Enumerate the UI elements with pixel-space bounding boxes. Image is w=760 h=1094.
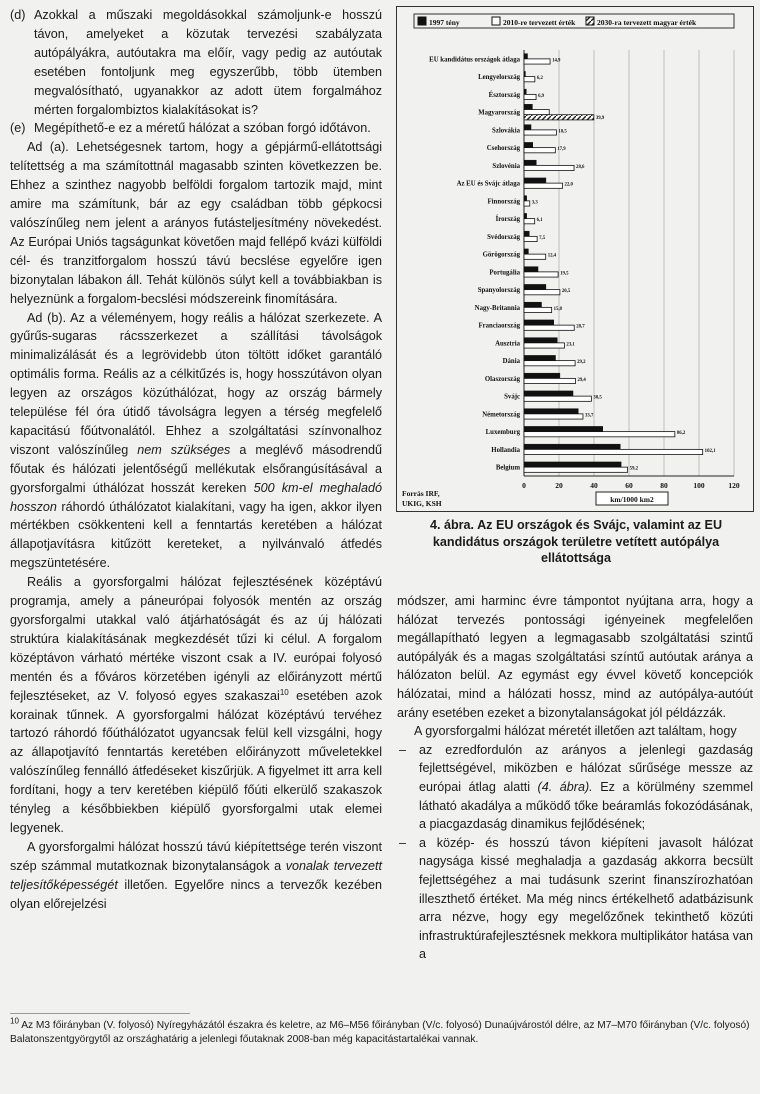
category-label: Dánia [502, 358, 520, 366]
x-tick-label: 40 [590, 481, 598, 490]
paragraph-realis: Reális a gyorsforgalmi hálózat fejlesztésének középtávú programja, amely a páneurópai folyosók mentén az ország gyorsforgalmi utakkal való átjárhatóságát és az új hálózati struktúra kialakításának megkezdését tűzi ki célul. A forgalom középtávon várható mértéke viszont csak a IV. európai folyosó mentén és a főváros körzetében igényli az előirányzott mértű fejlesztéseket, az V. folyosó egyes szakaszai$^{10}$ esetében azok korainak tűnnek. A gyorsforgalmi hálózat középtávú tervéhez tartozó ráhordó főúthálózatot ugyancsak felül kell vizsgálni, hogy az állapotjavító fenntartás keretében előirányzott műveletekkel valószínűleg fennálló átfedéseket kiszűrjük. A figyelmet itt arra kell fordítani, hogy a terv keretében kiépülő főúti elkerülő szakaszok tényleg a későbbiekben kiépülő gyorsforgalmi utak elemei legyenek. [10, 575, 383, 835]
bar-2010 [524, 290, 560, 295]
footnote [10, 1016, 750, 1047]
bar-1997 [524, 249, 528, 254]
legend-swatch [586, 17, 594, 25]
item-text: Megépíthető-e ez a méretű hálózat a szóban forgó időtávon. [34, 121, 371, 136]
data-label: 23,1 [566, 342, 575, 348]
paragraph-gyorsforgalmi: A gyorsforgalmi hálózat hosszú távú kiépítettsége terén viszont szép számmal mutatkoznak bizonytalanságok a vonalak tervezett teljesítőképességét illetően. Egyelőre nincs a tervezők kezében olyan előrejelzési [10, 839, 382, 911]
bar-2010 [524, 77, 535, 82]
bar-2010 [524, 432, 675, 437]
bar-2010 [524, 396, 591, 401]
bar-1997 [524, 302, 542, 307]
bar-2010 [524, 59, 550, 64]
item-marker: (e) [10, 121, 26, 136]
bar-2010 [524, 94, 536, 99]
data-label: 6,1 [536, 218, 543, 224]
bar-2010 [524, 343, 564, 348]
data-label: 12,4 [547, 253, 557, 259]
category-label: Lengyelország [478, 74, 520, 82]
bar-1997 [524, 444, 620, 449]
category-label: Franciaország [478, 322, 520, 330]
category-label: Magyarország [478, 109, 520, 117]
bar-2010 [524, 165, 574, 170]
bar-2010 [524, 254, 546, 259]
figure-4-chart [396, 6, 754, 512]
bar-1997 [524, 213, 527, 218]
bar-1997 [524, 142, 533, 147]
dash-text: a közép- és hosszú távon kiépíteni javasolt hálózat nagysága kissé meghaladja a gazdaság akkorra becsült fejlettségéhez a mai tudásunk szerint finanszírozhatóan illeszthető értéket. Ma még nincs értékelhető adatbázisunk arra nézve, hogy egy megelőzőnek tekinthető közúti infrastruktúrafejlesztésnek mekkora multiplikátor hatása van a [419, 835, 753, 962]
footnote-ref[interactable]: 10 [279, 687, 289, 697]
data-label: 59,2 [629, 466, 639, 472]
emphasis-text: vonalak tervezett teljesítőképességét [10, 858, 382, 892]
category-label: Szlovénia [492, 162, 520, 170]
data-label: 6,9 [538, 93, 545, 99]
data-label: 17,9 [557, 147, 566, 153]
category-label: Görögország [482, 251, 520, 259]
data-label: 102,1 [704, 448, 716, 454]
bar-1997 [524, 355, 556, 360]
legend-label: 2010-re tervezett érték [503, 18, 576, 27]
dash-item [397, 741, 753, 834]
bar-1997 [524, 196, 527, 201]
bar-2010 [524, 378, 575, 383]
data-label: 33,7 [584, 413, 594, 419]
source-note: UKIG, KSH [402, 499, 442, 508]
bar-2010 [524, 449, 703, 454]
x-tick-label: 120 [728, 481, 740, 490]
legend-label: 2030-ra tervezett magyar érték [597, 18, 697, 27]
category-label: Svájc [504, 393, 520, 401]
x-tick-label: 100 [693, 481, 705, 490]
data-label: 15,8 [553, 306, 563, 312]
category-label: Írország [495, 216, 520, 224]
footnote-text: Az M3 főirányban (V. folyosó) Nyíregyházától északra és keletre, az M6–M56 főirányban (V/c. folyosó) Dunaújvárostól délre, az M7–M70 főirányban (V/c. folyosó) Balatonszentgyörgytől az országhatárig a jelenlegi főutaknak 2008-ban még kapacitástartalékai vannak. [10, 1020, 750, 1045]
data-label: 86,2 [676, 431, 686, 437]
legend-swatch [492, 17, 500, 25]
bar-1997 [524, 54, 528, 59]
legend-label: 1997 tény [429, 18, 460, 27]
x-tick-label: 60 [625, 481, 633, 490]
bar-1997 [524, 338, 557, 343]
bar-1997 [524, 89, 526, 94]
bar-2010 [524, 467, 628, 472]
data-label: 20,5 [561, 289, 571, 295]
unit-label: km/1000 km2 [610, 495, 654, 504]
bar-2010 [524, 307, 552, 312]
dash-marker: – [399, 742, 407, 757]
paragraph-continuation: módszer, ami harminc évre támpontot nyújtana arra, hogy a hálózat tervezés pontossági igényeinek megfelelően megállapítható legyen a legmagasabb szolgáltatási szintű autópályák és a magas szolgáltatási színtű autóutak aránya a hálózaton belül. Az egymást egy évvel követő koncepciók hálózatai, mind a hálózati hossz, mind az autópálya-autóút arány esetében ezeket a bizonytalanságokat jól példázzák. [397, 594, 753, 720]
bar-1997 [524, 104, 532, 109]
category-label: Belgium [495, 464, 520, 472]
figure-caption: 4. ábra. Az EU országok és Svájc, valamint az EU kandidátus országok területre vetített autópálya ellátottsága [429, 518, 723, 565]
list-item-e [10, 119, 382, 138]
bar-2010 [524, 148, 555, 153]
bar-2010 [524, 110, 549, 115]
bar-1997 [524, 178, 546, 183]
category-label: Ausztria [495, 340, 520, 348]
list-item-d [10, 6, 382, 119]
bar-1997 [524, 391, 573, 396]
bar-1997 [524, 267, 538, 272]
x-tick-label: 80 [660, 481, 668, 490]
item-marker: (d) [10, 8, 26, 22]
x-tick-label: 0 [522, 481, 526, 490]
bar-1997 [524, 71, 525, 76]
data-label: 6,2 [536, 76, 543, 82]
figure-reference: (4. ábra). [537, 779, 593, 794]
data-label: 29,4 [577, 377, 586, 383]
bar-2010 [524, 272, 558, 277]
bar-2030 [524, 115, 594, 120]
paragraph-ad-a: Ad (a). Lehetségesnek tartom, hogy a gépjármű-ellátottsági telítettség a ma számítottnál magasabb szinten következzen be. Ehhez a szinthez nagyobb belföldi forgalom tartozik majd, mint amire ma számítunk, bár az egy családban több gépkocsi valószínűleg nem jelent a arányos futásteljesítmény növekedést. Az Európai Uniós tagságunkat követően majd fellépő kvázi külföldi cél- és tranzitforgalom hosszú távú becslése egyelőre igen bizonytalan lábakon áll. Tehát különös súlyt kell a továbbiakban is helyeznünk a forgalom-becslési módszereink finomítására. [10, 140, 382, 306]
category-label: Olaszország [484, 375, 520, 383]
paragraph-meret: A gyorsforgalmi hálózat méretét illetően azt találtam, hogy [414, 724, 737, 739]
category-label: Hollandia [491, 446, 520, 454]
data-label: 14,9 [552, 58, 561, 64]
data-label: 3,3 [531, 200, 538, 206]
category-label: Spanyolország [477, 287, 520, 295]
bar-1997 [524, 320, 554, 325]
data-label: 7,5 [539, 235, 546, 241]
category-label: Németország [482, 411, 520, 419]
category-label: Csehország [486, 145, 520, 153]
bar-2010 [524, 201, 530, 206]
dash-marker: – [399, 835, 407, 850]
data-label: 22,0 [564, 182, 573, 188]
dash-text: az ezredfordulón az arányos a jelenlegi gazdaság fejlettségével, miközben e hálózat sűrűsége messze az európai átlag alatti (4. ábra). Ez a körülmény szemmel látható akadálya a működő tőke beáramlás fokozódásának, a piacgazdaság dinamikus fejlődésének; [419, 742, 753, 832]
footnote-marker: 10 [10, 1016, 19, 1026]
category-label: Finnország [487, 198, 520, 206]
category-label: Szlovákia [492, 127, 520, 135]
category-label: EU kandidátus országok átlaga [429, 56, 520, 64]
bar-1997 [524, 231, 529, 236]
bar-chart [396, 6, 754, 512]
category-label: Portugália [489, 269, 520, 277]
bar-1997 [524, 426, 603, 431]
bar-1997 [524, 284, 546, 289]
emphasis-text: nem szükséges [137, 442, 231, 457]
data-label: 18,5 [558, 129, 567, 135]
dash-item [397, 834, 753, 964]
bar-2010 [524, 219, 535, 224]
emphasis-text: 500 km-el meghaladó hosszon [10, 480, 382, 514]
data-label: 39,9 [595, 115, 605, 121]
category-label: Luxemburg [485, 429, 520, 437]
bar-2010 [524, 414, 583, 419]
bar-1997 [524, 409, 578, 414]
data-label: 38,5 [593, 395, 602, 401]
data-label: 28,7 [576, 324, 585, 330]
bar-2010 [524, 130, 556, 135]
bar-1997 [524, 125, 531, 130]
bar-2010 [524, 236, 537, 241]
bar-2010 [524, 361, 575, 366]
bar-1997 [524, 160, 536, 165]
category-label: Svédország [487, 233, 520, 241]
bar-2010 [524, 183, 563, 188]
source-note: Forrás IRF, [402, 489, 440, 498]
category-label: Észtország [488, 91, 520, 99]
legend-swatch [418, 17, 426, 25]
bar-1997 [524, 373, 560, 378]
category-label: Az EU és Svájc átlaga [456, 180, 520, 188]
left-column [10, 6, 382, 914]
bar-2010 [524, 325, 574, 330]
paragraph-ad-b: Ad (b). Az a véleményem, hogy reális a hálózat szerkezete. A gyűrűs-sugaras rácsszerkezet a szállítási távolságok minimalizálását és a legrövidebb úton töltött időket garantáló optimális forma. Reális az a célkitűzés is, hogy hosszútávon olyan legyen az országos közúthálózat, hogy az ország bármely települése fél óra útidő távolságra legyen a térség megfelelő kapacitású főútvonalától. Ehhez a szolgáltatási színvonalhoz viszont valószínűleg nem szükséges a meglévő másodrendű főutak és hálózati jelentőségű mellékutak elsőrangúsításával a gyorsforgalmi úthálózat hosszát kereken 500 km-el meghaladó hosszon ráhordó úthálózatot kialakítani, vagy ha igen, akkor ilyen mértékben csökkenteni kell a fenntartás keretében a hálózat állapotjavításra kitűzött kereteket, a nyilvánvaló átfedés megszüntetésére. [10, 310, 382, 571]
x-tick-label: 20 [555, 481, 563, 490]
data-label: 29,2 [577, 360, 586, 366]
category-label: Nagy-Britannia [474, 304, 520, 312]
data-label: 19,5 [560, 271, 569, 277]
data-label: 28,6 [576, 164, 585, 170]
right-column [397, 592, 753, 964]
item-text: Azokkal a műszaki megoldásokkal számoljunk-e hosszú távon, amelyeket a közutak tervezési szabályzata autópályákra, autóutakra ma előír, vagy pedig az autóutak esetében fontoljunk meg egyszerűbb, több ütemben megvalósítható, ugyanakkor az adott ütem forgalmához mérten forgalombiztos kialakításokat is? [34, 8, 382, 117]
footnote-divider [10, 1013, 190, 1014]
bar-1997 [524, 462, 621, 467]
